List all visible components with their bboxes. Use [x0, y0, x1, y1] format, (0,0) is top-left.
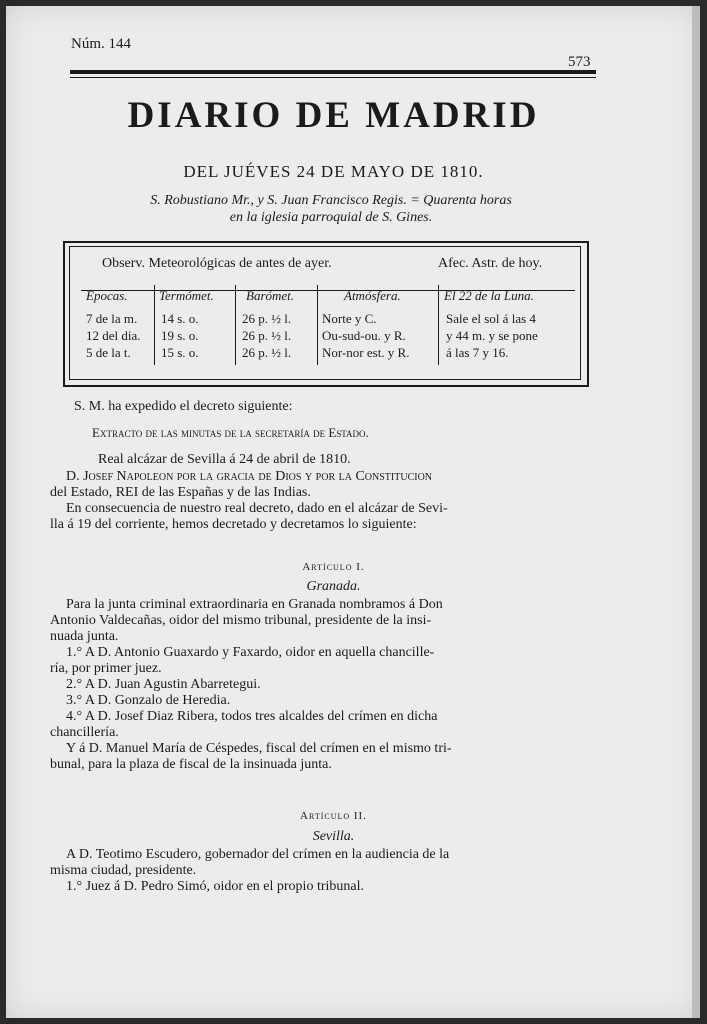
article-1-subheading: Granada.: [306, 579, 361, 594]
article-1-heading: Artículo I.: [302, 561, 365, 573]
decree-preamble: [50, 469, 448, 533]
column-divider: [438, 285, 439, 365]
text-line: chancillería.: [50, 725, 119, 740]
header-rule-thin: [70, 77, 596, 78]
text-line: 1.° A D. Antonio Guaxardo y Faxardo, oidor en aquella chancille-: [66, 645, 435, 660]
text-line: 2.° A D. Juan Agustin Abarretegui.: [66, 677, 261, 692]
thermometer-cell: 14 s. o.: [161, 311, 199, 326]
article-2-subheading: Sevilla.: [312, 829, 355, 844]
article-2-body: [50, 847, 449, 895]
article-1-body: [50, 597, 452, 773]
column-header: El 22 de la Luna.: [444, 288, 534, 303]
text-line: En consecuencia de nuestro real decreto, dado en el alcázar de Sevi-: [66, 501, 448, 516]
text-line: 4.° A D. Josef Diaz Ribera, todos tres alcaldes del crímen en dicha: [66, 709, 438, 724]
text-line: 3.° A D. Gonzalo de Heredia.: [66, 693, 231, 708]
column-header: Termómet.: [159, 288, 214, 303]
column-header: Epocas.: [86, 288, 128, 303]
newspaper-page: [6, 6, 700, 1018]
atmosphere-cell: Nor-nor est. y R.: [322, 345, 410, 360]
text-line: D. Josef Napoleon por la gracia de Dios y por la Constitucion: [66, 469, 433, 484]
saints-of-the-day: [86, 192, 576, 226]
text-line: Y á D. Manuel María de Céspedes, fiscal del crímen en el mismo tri-: [66, 741, 452, 756]
text-line: lla á 19 del corriente, hemos decretado y decretamos lo siguiente:: [50, 517, 417, 532]
header-rule-thick: [70, 70, 596, 74]
meteo-atmos-cells: [322, 310, 409, 361]
decree-place-date: Real alcázar de Sevilla á 24 de abril de 1810.: [98, 452, 351, 467]
text-line: nuada junta.: [50, 629, 119, 644]
thermometer-cell: 19 s. o.: [161, 328, 199, 343]
text-line: ría, por primer juez.: [50, 661, 162, 676]
text-line: A D. Teotimo Escudero, gobernador del crímen en la audiencia de la: [66, 847, 450, 862]
moon-cell: á las 7 y 16.: [446, 345, 509, 360]
barometer-cell: 26 p. ½ l.: [242, 311, 292, 326]
article-2-heading: Artículo II.: [300, 810, 367, 822]
meteo-epoch-cells: [86, 310, 141, 361]
epoch-cell: 12 del dia.: [86, 328, 141, 343]
extract-heading: Extracto de las minutas de la secretaría de Estado.: [92, 425, 369, 440]
moon-cell: y 44 m. y se pone: [446, 328, 538, 343]
issue-date: DEL JUÉVES 24 DE MAYO DE 1810.: [183, 162, 484, 181]
thermometer-cell: 15 s. o.: [161, 345, 199, 360]
text-line: bunal, para la plaza de fiscal de la insinuada junta.: [50, 757, 332, 772]
astro-heading: Afec. Astr. de hoy.: [438, 256, 543, 271]
barometer-cell: 26 p. ½ l.: [242, 345, 292, 360]
text-line: misma ciudad, presidente.: [50, 863, 197, 878]
meteo-heading: Observ. Meteorológicas de antes de ayer.: [102, 256, 332, 271]
issue-number: Núm. 144: [71, 36, 131, 52]
meteo-moon-cells: [446, 310, 538, 361]
barometer-cell: 26 p. ½ l.: [242, 328, 292, 343]
meteo-thermo-cells: [161, 310, 199, 361]
text-line: Antonio Valdecañas, oidor del mismo tribunal, presidente de la insi-: [50, 613, 432, 628]
page-number: 573: [568, 54, 591, 70]
page-edge: [692, 6, 700, 1018]
epoch-cell: 5 de la t.: [86, 345, 131, 360]
saints-line: en la iglesia parroquial de S. Gines.: [229, 210, 433, 225]
column-header: Atmósfera.: [344, 288, 401, 303]
moon-cell: Sale el sol á las 4: [446, 311, 536, 326]
column-divider: [154, 285, 155, 365]
column-divider: [235, 285, 236, 365]
saints-line: S. Robustiano Mr., y S. Juan Francisco Regis. = Quarenta horas: [150, 193, 512, 208]
epoch-cell: 7 de la m.: [86, 311, 138, 326]
atmosphere-cell: Norte y C.: [322, 311, 377, 326]
masthead-title: DIARIO DE MADRID: [127, 95, 540, 136]
column-divider: [317, 285, 318, 365]
text-line: del Estado, REI de las Españas y de las Indias.: [50, 485, 311, 500]
text-line: 1.° Juez á D. Pedro Simó, oidor en el propio tribunal.: [66, 879, 364, 894]
column-header: Barómet.: [246, 288, 295, 303]
atmosphere-cell: Ou-sud-ou. y R.: [322, 328, 406, 343]
text-line: Para la junta criminal extraordinaria en Granada nombramos á Don: [66, 597, 443, 612]
decree-intro: S. M. ha expedido el decreto siguiente:: [74, 399, 293, 414]
meteo-baro-cells: [242, 310, 291, 361]
